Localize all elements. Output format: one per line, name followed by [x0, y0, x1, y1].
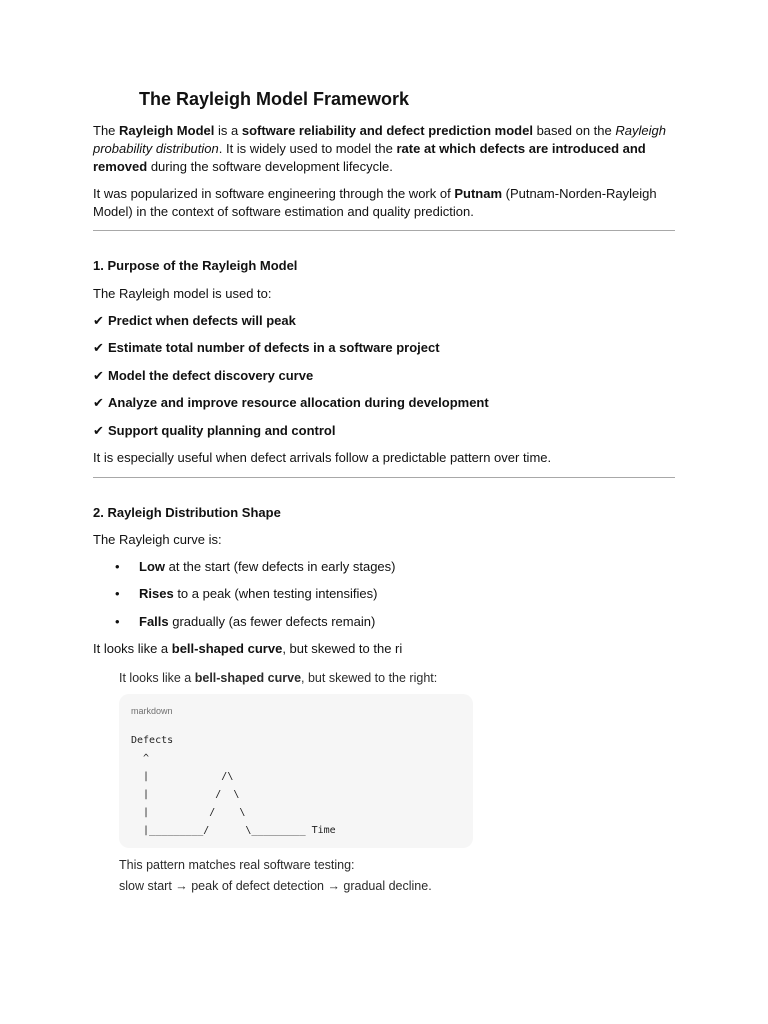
- text-run: It looks like a: [119, 671, 195, 685]
- bold-run: rate at which defects are introduced and removed: [93, 141, 646, 174]
- text-run: to a peak (when testing intensifies): [173, 586, 378, 601]
- text-run: , but skewed to the ri: [282, 641, 403, 656]
- bullet-item: [115, 613, 375, 631]
- bold-run: bell-shaped curve: [171, 641, 283, 656]
- bold-run: Falls: [139, 614, 169, 629]
- checklist-item: [93, 339, 440, 357]
- text-run: is a: [214, 123, 242, 138]
- bold-run: software reliability and defect prediction model: [241, 123, 533, 138]
- section-closing: It is especially useful when defect arrivals follow a predictable pattern over time.: [93, 450, 552, 465]
- embedded-caption: slow start → peak of defect detection → gradual decline.: [119, 879, 432, 893]
- embedded-line: [119, 669, 437, 687]
- text-run: , but skewed to the right:: [301, 671, 438, 685]
- text-run: (Putnam-Norden-Rayleigh Model) in the context of software estimation and quality prediction.: [93, 186, 657, 219]
- checklist-text: Predict when defects will peak: [108, 313, 296, 328]
- text-run: gradually (as fewer defects remain): [168, 614, 376, 629]
- bullet-item: [115, 585, 377, 603]
- text-run: It looks like a: [93, 641, 172, 656]
- bold-run: Putnam: [454, 186, 502, 201]
- section-heading: 1. Purpose of the Rayleigh Model: [93, 258, 298, 273]
- checklist-item: [93, 422, 336, 440]
- section-lead: The Rayleigh curve is:: [93, 532, 222, 547]
- bold-run: Low: [139, 559, 165, 574]
- section-heading: 2. Rayleigh Distribution Shape: [93, 505, 281, 520]
- text-run: . It is widely used to model the: [218, 141, 397, 156]
- text-run: The: [93, 123, 120, 138]
- embedded-caption: This pattern matches real software testing:: [119, 858, 355, 872]
- text-run: It was popularized in software engineering through the work of: [93, 186, 455, 201]
- checklist-item: [93, 394, 489, 412]
- checklist-text: Estimate total number of defects in a software project: [108, 340, 440, 355]
- bullet-icon: •: [115, 586, 120, 601]
- check-icon: ✔: [93, 395, 104, 410]
- code-block: [119, 694, 473, 848]
- bold-run: Rises: [139, 586, 174, 601]
- bullet-item: [115, 558, 396, 576]
- check-icon: ✔: [93, 368, 104, 383]
- truncated-line: [93, 640, 675, 658]
- checklist-text: Support quality planning and control: [108, 423, 336, 438]
- page-title: The Rayleigh Model Framework: [139, 89, 410, 109]
- italic-run: Rayleigh probability distribution: [93, 123, 666, 156]
- checklist-text: Model the defect discovery curve: [108, 368, 314, 383]
- ascii-chart: Defects ^ | /\ | / \ | / \ |_________/ \_________ Time: [131, 735, 336, 836]
- intro-paragraph: [93, 122, 675, 176]
- putnam-paragraph: [93, 185, 675, 221]
- checklist-item: [93, 312, 296, 330]
- text-run: at the start (few defects in early stages): [165, 559, 396, 574]
- bullet-icon: •: [115, 559, 120, 574]
- bold-run: Rayleigh Model: [119, 123, 215, 138]
- check-icon: ✔: [93, 340, 104, 355]
- bullet-icon: •: [115, 614, 120, 629]
- check-icon: ✔: [93, 313, 104, 328]
- check-icon: ✔: [93, 423, 104, 438]
- section-lead: The Rayleigh model is used to:: [93, 286, 272, 301]
- text-run: based on the: [532, 123, 616, 138]
- bold-run: bell-shaped curve: [194, 671, 302, 685]
- divider: [93, 477, 675, 478]
- code-language-label: markdown: [131, 706, 173, 716]
- divider: [93, 230, 675, 231]
- checklist-text: Analyze and improve resource allocation during development: [108, 395, 489, 410]
- text-run: during the software development lifecycle.: [147, 159, 393, 174]
- checklist-item: [93, 367, 313, 385]
